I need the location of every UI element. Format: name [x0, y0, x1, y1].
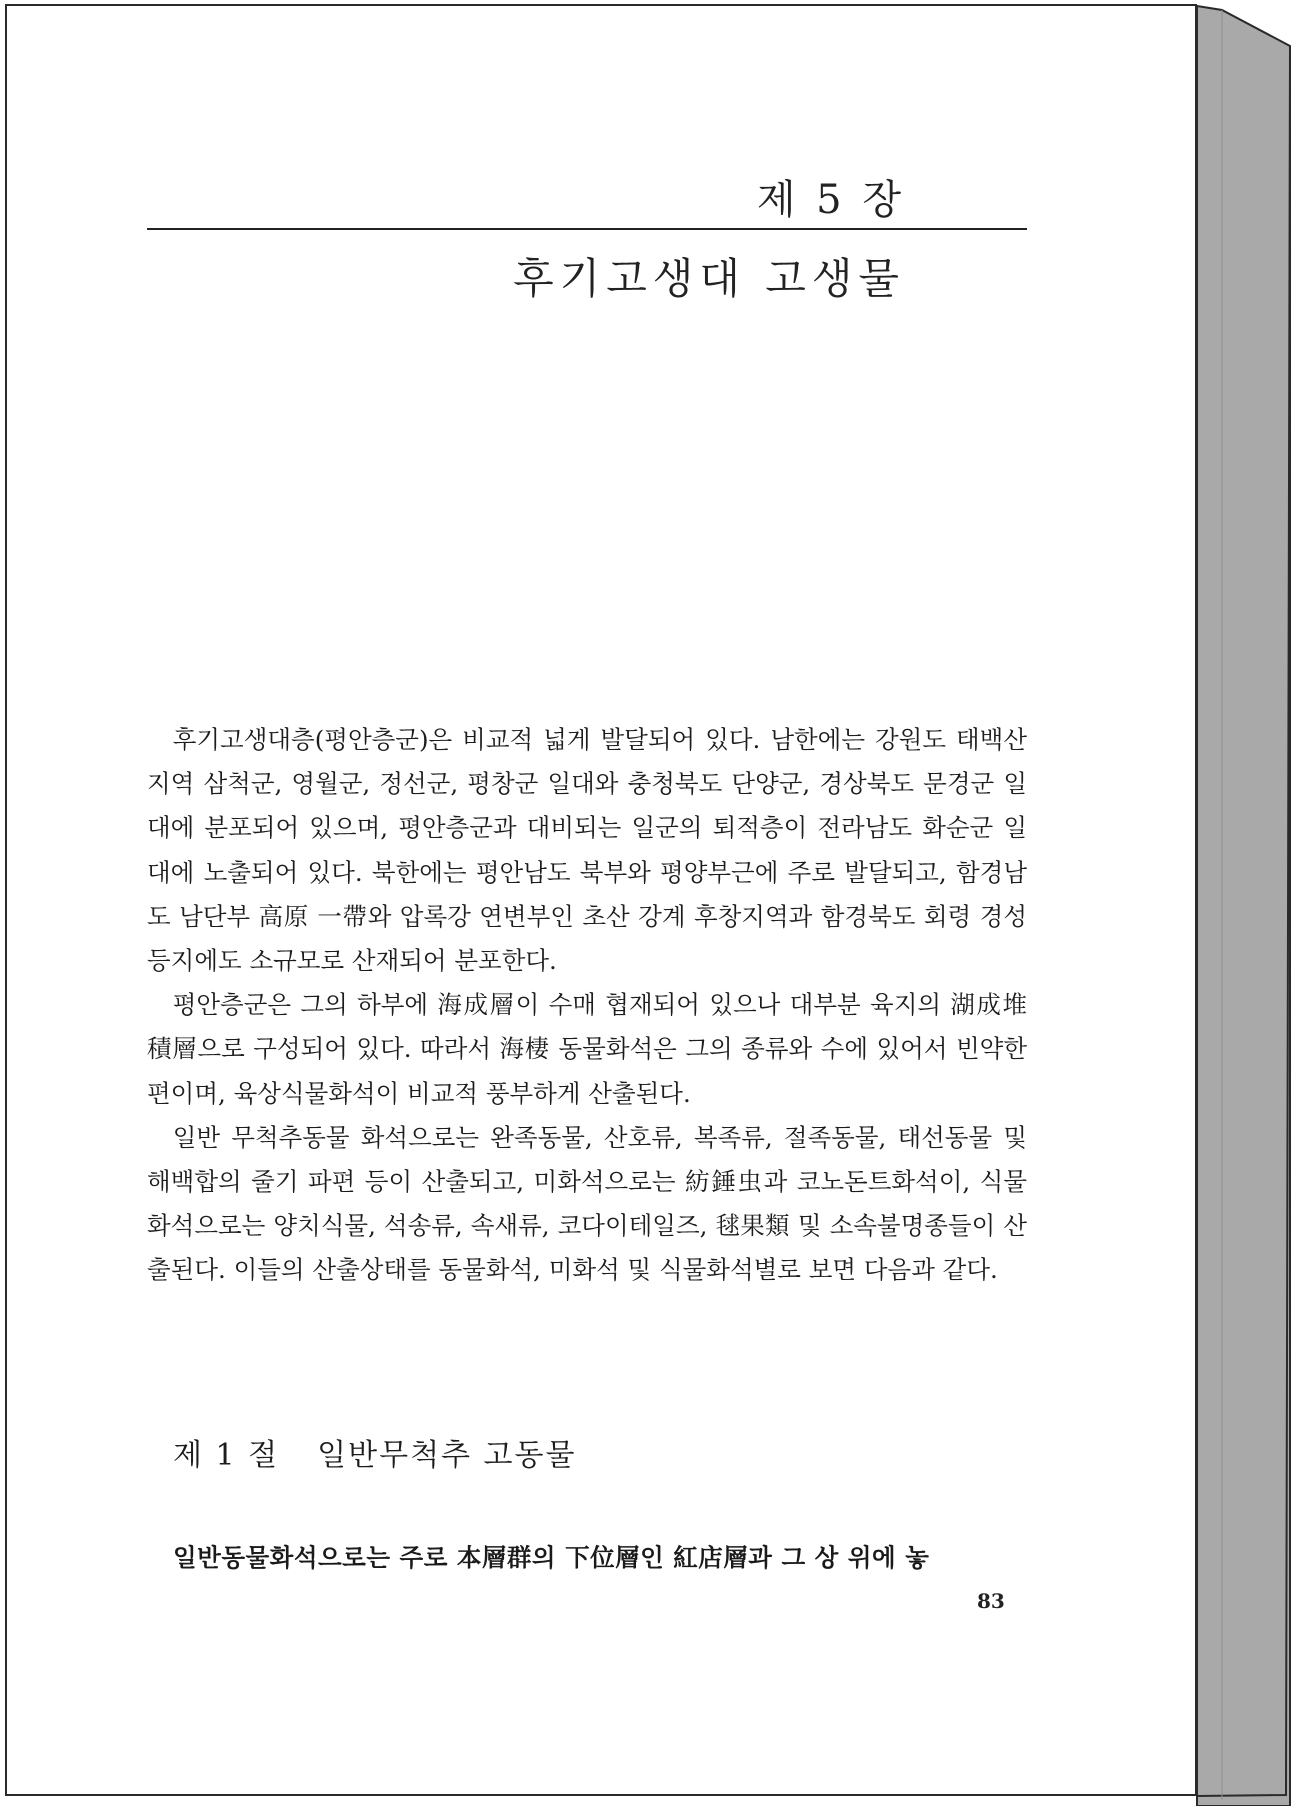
paragraph: 일반 무척추동물 화석으로는 완족동물, 산호류, 복족류, 절족동물, 태선동물 및 해백합의 줄기 파편 등이 산출되고, 미화석으로는 紡錘虫과 코노돈트화석이, 식물화석으로는 양치식물, 석송류, 속새류, 코다이테일즈, 毬果類 및 소속불명종들이 산출된다. 이들의 산출상태를 동물화석, 미화석 및 식물화석별로 보면 다음과 같다.	[147, 1122, 1027, 1285]
paragraph: 평안층군은 그의 하부에 海成層이 수매 협재되어 있으나 대부분 육지의 湖成堆積層으로 구성되어 있다. 따라서 海棲 동물화석은 그의 종류와 수에 있어서 빈약한 편이며, 육상식물화석이 비교적 풍부하게 산출된다.	[147, 990, 1027, 1108]
book-page	[5, 4, 1197, 1796]
page-number: 83	[977, 1589, 1005, 1613]
body-text	[147, 718, 1027, 1293]
section-title: 일반무척추 고동물	[317, 1438, 577, 1473]
chapter-title: 후기고생대 고생물	[513, 254, 905, 303]
paragraph: 후기고생대층(평안층군)은 비교적 넓게 발달되어 있다. 남한에는 강원도 태백산지역 삼척군, 영월군, 정선군, 평창군 일대와 충청북도 단양군, 경상북도 문경군 일대에 분포되어 있으며, 평안층군과 대비되는 일군의 퇴적층이 전라남도 화순군 일대에 노출되어 있다. 북한에는 평안남도 북부와 평양부근에 주로 발달되고, 함경남도 남단부 高原 一帶와 압록강 연변부인 초산 강계 후창지역과 함경북도 회령 경성 등지에도 소규모로 산재되어 분포한다.	[147, 725, 1027, 976]
chapter-divider	[147, 228, 1027, 230]
section-number: 제 1 절	[173, 1438, 280, 1473]
section-lead-text: 일반동물화석으로는 주로 本層群의 下位層인 紅店層과 그 상 위에 놓	[173, 1543, 930, 1572]
section-heading	[173, 1430, 577, 1474]
chapter-number: 제 5 장	[756, 177, 905, 223]
